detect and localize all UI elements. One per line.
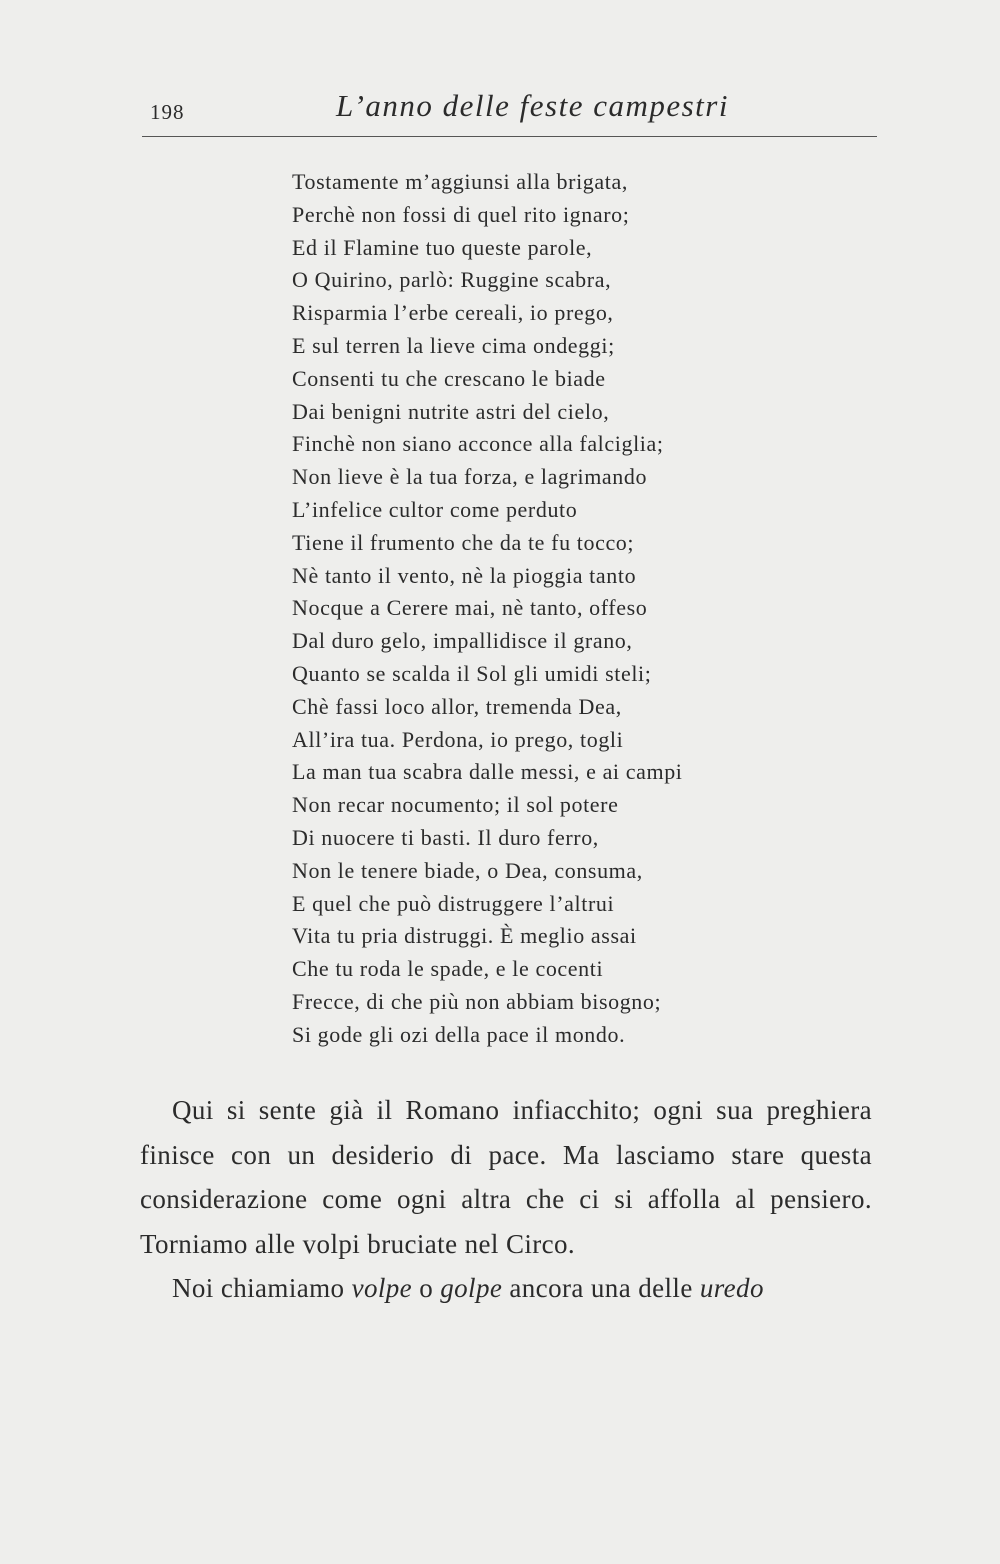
poem-line: Risparmia l’erbe cereali, io prego,	[292, 300, 614, 326]
poem-line: Chè fassi loco allor, tremenda Dea,	[292, 693, 622, 719]
prose-paragraph-2	[140, 1266, 872, 1311]
poem-line: Non le tenere biade, o Dea, consuma,	[292, 857, 643, 883]
poem-line: Tiene il frumento che da te fu tocco;	[292, 529, 635, 555]
poem-line: Tostamente m’aggiunsi alla brigata,	[292, 169, 628, 194]
italic-term-golpe: golpe	[440, 1273, 503, 1303]
poem-line: Dal duro gelo, impallidisce il grano,	[292, 628, 633, 654]
italic-term-uredo: uredo	[699, 1273, 764, 1303]
prose-block	[140, 1088, 872, 1311]
paragraph-2-text-start: Noi chiamiamo	[172, 1273, 352, 1303]
poem-line: O Quirino, parlò: Ruggine scabra,	[292, 267, 612, 293]
poem-line: Quanto se scalda il Sol gli umidi steli;	[292, 660, 652, 686]
poem-line: Frecce, di che più non abbiam bisogno;	[292, 988, 662, 1014]
prose-paragraph-1: Qui si sente già il Romano infiacchito; ogni sua preghiera finisce con un desiderio di pace. Ma lasciamo stare questa considerazione come ogni altra che ci si affolla al pensiero. Torniamo alle volpi bruciate nel Circo.	[140, 1095, 872, 1259]
poem-line: All’ira tua. Perdona, io prego, togli	[292, 726, 624, 752]
poem-line: Di nuocere ti basti. Il duro ferro,	[292, 824, 599, 850]
poem-line: Si gode gli ozi della pace il mondo.	[292, 1021, 626, 1047]
poem-block	[292, 166, 772, 1052]
poem-line: Finchè non siano acconce alla falciglia;	[292, 431, 664, 457]
page-number: 198	[150, 100, 185, 124]
poem-line: Dai benigni nutrite astri del cielo,	[292, 398, 610, 424]
poem-line: Perchè non fossi di quel rito ignaro;	[292, 201, 630, 227]
paragraph-2-text-after: ancora una delle	[502, 1273, 700, 1303]
poem-line: Nocque a Cerere mai, nè tanto, offeso	[292, 595, 648, 621]
poem-line: Nè tanto il vento, nè la pioggia tanto	[292, 562, 637, 588]
poem-line: Che tu roda le spade, e le cocenti	[292, 956, 604, 982]
poem-line: Consenti tu che crescano le biade	[292, 365, 606, 391]
poem-line: Vita tu pria distruggi. È meglio assai	[292, 923, 637, 949]
poem-line: Non recar nocumento; il sol potere	[292, 792, 619, 818]
poem-line: E sul terren la lieve cima ondeggi;	[292, 332, 615, 358]
running-title: L’anno delle feste campestri	[336, 88, 729, 123]
poem-line: Non lieve è la tua forza, e lagrimando	[292, 464, 648, 490]
italic-term-volpe: volpe	[351, 1273, 413, 1303]
page-header	[150, 88, 876, 136]
poem-line: L’infelice cultor come perduto	[292, 496, 578, 522]
poem-line: La man tua scabra dalle messi, e ai campi	[292, 759, 683, 785]
header-rule	[142, 136, 877, 137]
paragraph-2-text-middle: o	[412, 1273, 441, 1303]
poem-line: Ed il Flamine tuo queste parole,	[292, 234, 593, 260]
poem-line: E quel che può distruggere l’altrui	[292, 890, 615, 916]
